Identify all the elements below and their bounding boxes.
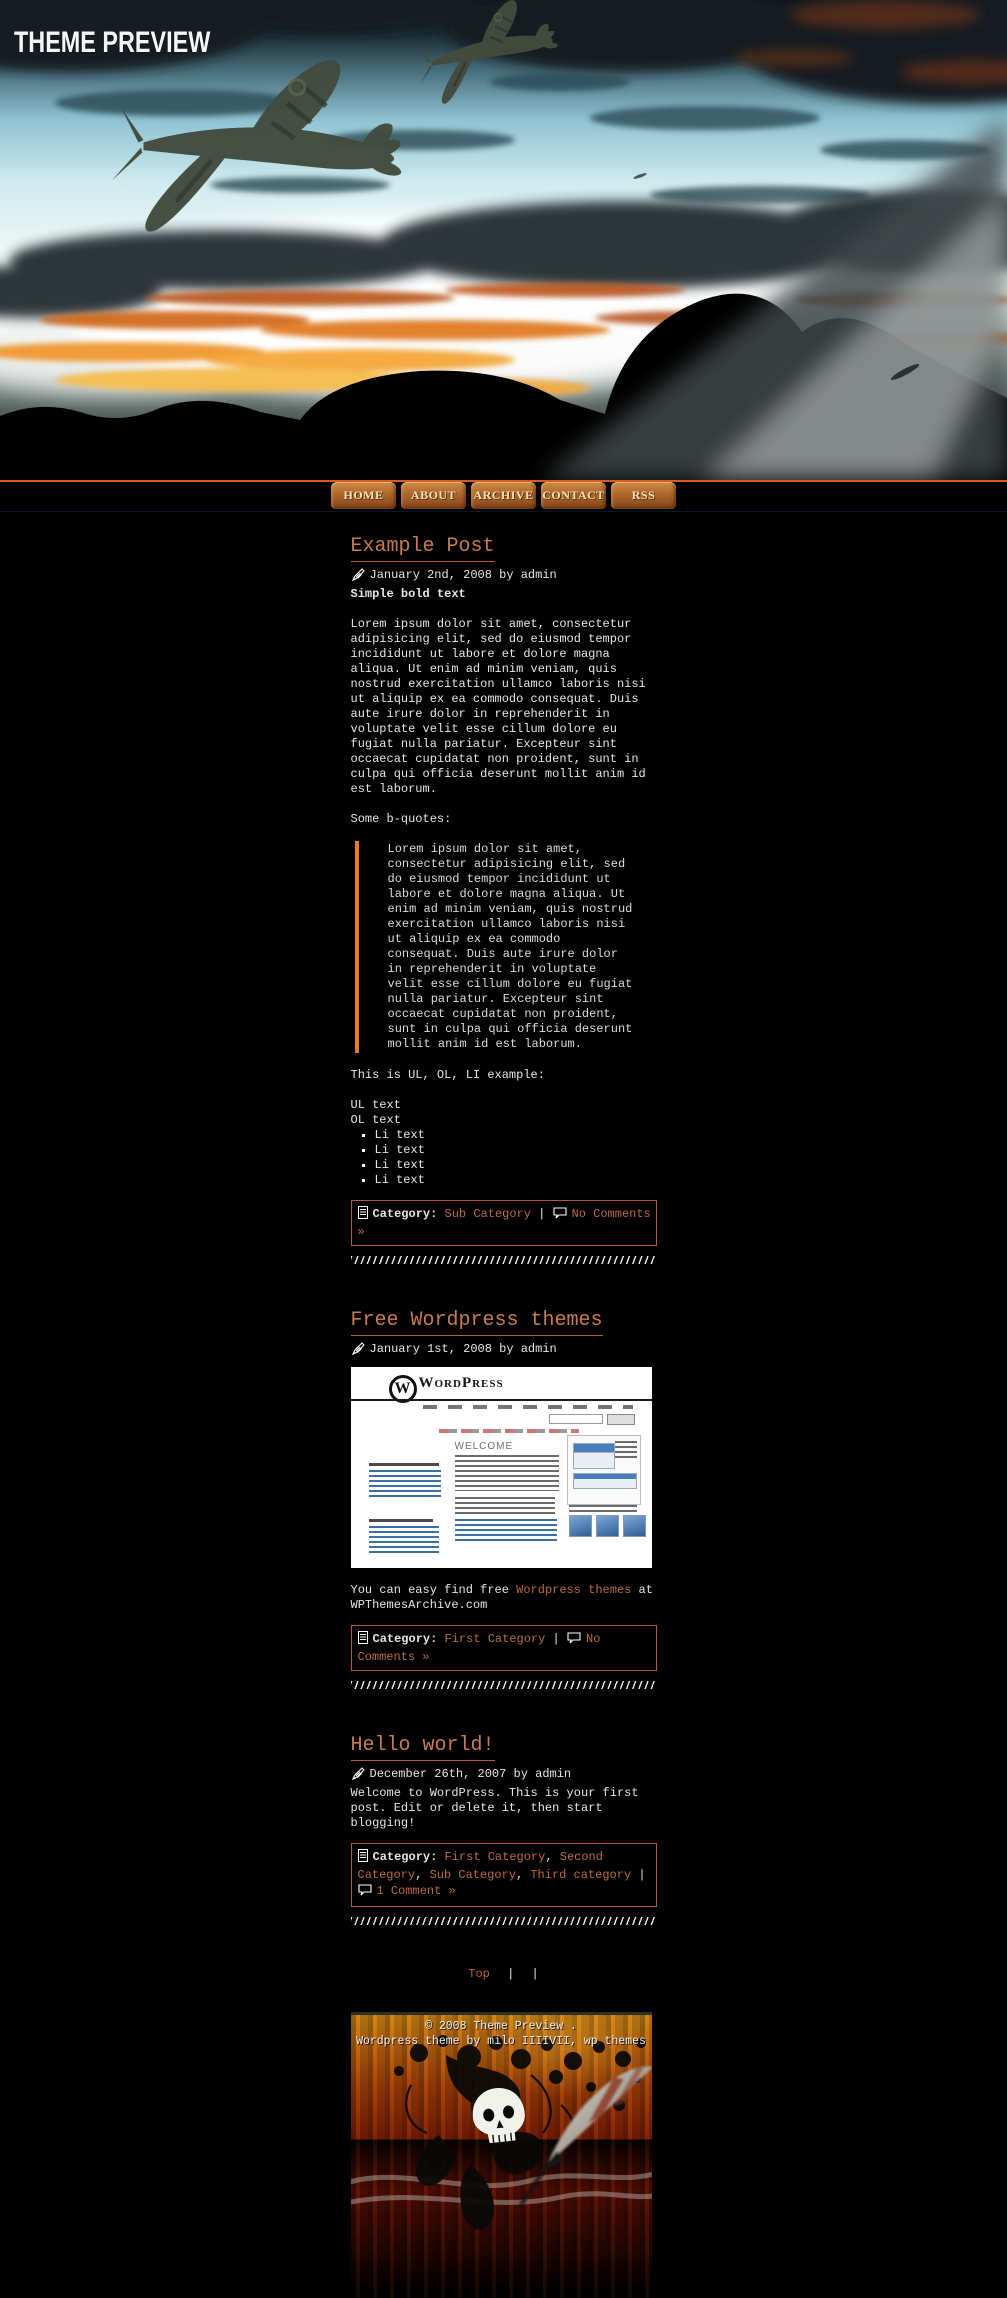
post-meta [351,1767,657,1831]
post-meta [351,568,657,602]
post-title-link[interactable]: Example Post [351,536,495,562]
category-box [351,1625,657,1671]
bquote-label: Some b-quotes: [350,812,452,826]
post-title-link[interactable]: Hello world! [351,1735,495,1761]
list-item: ▪ Li text [375,1173,657,1188]
footer-credit[interactable]: Wordpress theme by milo IIIIVII, wp themes [356,2035,646,2048]
footer-art-graphic [351,2015,652,2298]
pipe-separator: | [638,1868,646,1882]
pipe-separator: | [507,1967,515,1981]
category-label: Category: [372,1850,438,1864]
page-icon [358,1206,368,1224]
wp-notice-line [439,1429,579,1433]
pipe-separator: | [531,1967,539,1981]
post-example-post [351,536,657,1264]
hatched-divider [351,1681,657,1689]
pipe-separator: | [538,1207,546,1221]
list-item: ▪ Li text [375,1128,657,1143]
post-body-text: Welcome to WordPress. This is your first post. Edit or delete it, then start blogging! [350,1786,639,1830]
comma-separator: , [515,1868,531,1882]
wordpress-logo-icon: W [389,1375,417,1403]
wp-thumbnail-row [569,1515,647,1537]
comments-link[interactable]: No Comments » [357,1207,651,1239]
post-meta [351,1342,657,1361]
post-date: January 1st, 2008 by admin [369,1342,557,1356]
category-link[interactable]: Second Category [357,1850,603,1882]
post-paragraph: Lorem ipsum dolor sit amet, consectetur adipisicing elit, sed do eiusmod tempor incididunt ut labore et dolore magna aliqua. Ut enim ad minim veniam, quis nostrud exercitation ullamco laboris nisi ut aliquip ex ea commodo consequat. Duis aute irure dolor in reprehenderit in voluptate velit esse cillum dolore eu fugiat nulla pariatur. Excepteur sint occaecat cupidatat non proident, sunt in culpa qui officia deserunt mollit anim id est laborum. [350,617,646,796]
blockquote: Lorem ipsum dolor sit amet, consectetur adipisicing elit, sed do eiusmod tempor incididunt ut labore et dolore magna aliqua. Ut enim ad minim veniam, quis nostrud exercitation ullamco laboris nisi ut aliquip ex ea commodo consequat. Duis aute irure dolor in reprehenderit in voluptate velit esse cillum dolore eu fugiat nulla pariatur. Excepteur sint occaecat cupidatat non proident, sunt in culpa qui officia deserunt mollit anim id est laborum. [355,841,657,1053]
wp-search-input [549,1414,603,1424]
speech-bubble-icon [553,1207,567,1224]
top-link[interactable]: Top [468,1967,490,1981]
wp-rule [351,1399,652,1401]
nav-archive[interactable]: ARCHIVE [471,482,536,509]
category-links [445,1632,546,1646]
post-title [351,1735,657,1761]
post-title [351,536,657,562]
footer-text [351,2019,652,2049]
post-title [351,1310,657,1336]
comments-link[interactable]: No Comments » [357,1632,601,1664]
speech-bubble-icon [567,1632,581,1649]
category-link[interactable]: Sub Category [429,1868,516,1882]
post-hello-world [351,1735,657,1925]
comments-link[interactable]: 1 Comment » [376,1884,456,1898]
post-free-wordpress-themes [351,1310,657,1689]
category-label: Category: [372,1207,438,1221]
pipe-separator: | [552,1632,560,1646]
header-banner [0,0,1007,480]
site-title: THEME PREVIEW [14,26,211,59]
category-link[interactable]: Third category [530,1868,632,1882]
post-date: December 26th, 2007 by admin [369,1767,572,1781]
post-intro-bold: Simple bold text [350,587,466,601]
wp-nav-links [423,1405,633,1409]
ribbon-swirls [351,2173,652,2203]
category-box [351,1200,657,1246]
post-paragraph: You can easy find free Wordpress themes at WPThemesArchive.com [350,1583,653,1612]
wp-welcome-heading: WELCOME [454,1441,514,1452]
pencil-icon [351,1342,365,1361]
comma-separator: , [415,1868,430,1882]
example-list [351,1128,657,1188]
footer-banner [351,2012,652,2298]
header-sunset-photo [0,0,1007,480]
nav-rss[interactable]: RSS [611,482,676,509]
nav-contact[interactable]: CONTACT [541,482,606,509]
hatched-divider [351,1256,657,1264]
category-link[interactable]: Sub Category [444,1207,531,1221]
list-item: ▪ Li text [375,1158,657,1173]
wordpress-screenshot[interactable] [351,1367,652,1568]
category-link[interactable]: First Category [444,1850,546,1864]
main-nav [0,482,1007,512]
category-links [445,1207,531,1221]
category-box [351,1843,657,1907]
nav-home[interactable]: HOME [331,482,396,509]
wordpress-themes-link[interactable]: Wordpress themes [516,1583,632,1597]
category-label: Category: [372,1632,438,1646]
comma-separator: , [545,1850,560,1864]
page-icon [358,1849,368,1867]
list-item: ▪ Li text [375,1143,657,1158]
list-intro: This is UL, OL, LI example: [350,1068,545,1082]
wp-search-button [607,1414,635,1425]
pencil-icon [351,568,365,587]
category-link[interactable]: First Category [444,1632,546,1646]
page-icon [358,1631,368,1649]
top-links [351,1967,657,1982]
footer-copyright: © 2008 Theme Preview . [425,2020,577,2033]
speech-bubble-icon [358,1884,372,1901]
hatched-divider [351,1917,657,1925]
wordpress-logo-text: WordPress [418,1375,504,1391]
pencil-icon [351,1767,365,1786]
nav-about[interactable]: ABOUT [401,482,466,509]
ul-label: UL text [350,1098,401,1112]
main-content [351,536,657,2298]
list-labels [351,1098,657,1128]
post-date: January 2nd, 2008 by admin [369,568,557,582]
ol-label: OL text [350,1113,401,1127]
post-title-link[interactable]: Free Wordpress themes [351,1310,603,1336]
